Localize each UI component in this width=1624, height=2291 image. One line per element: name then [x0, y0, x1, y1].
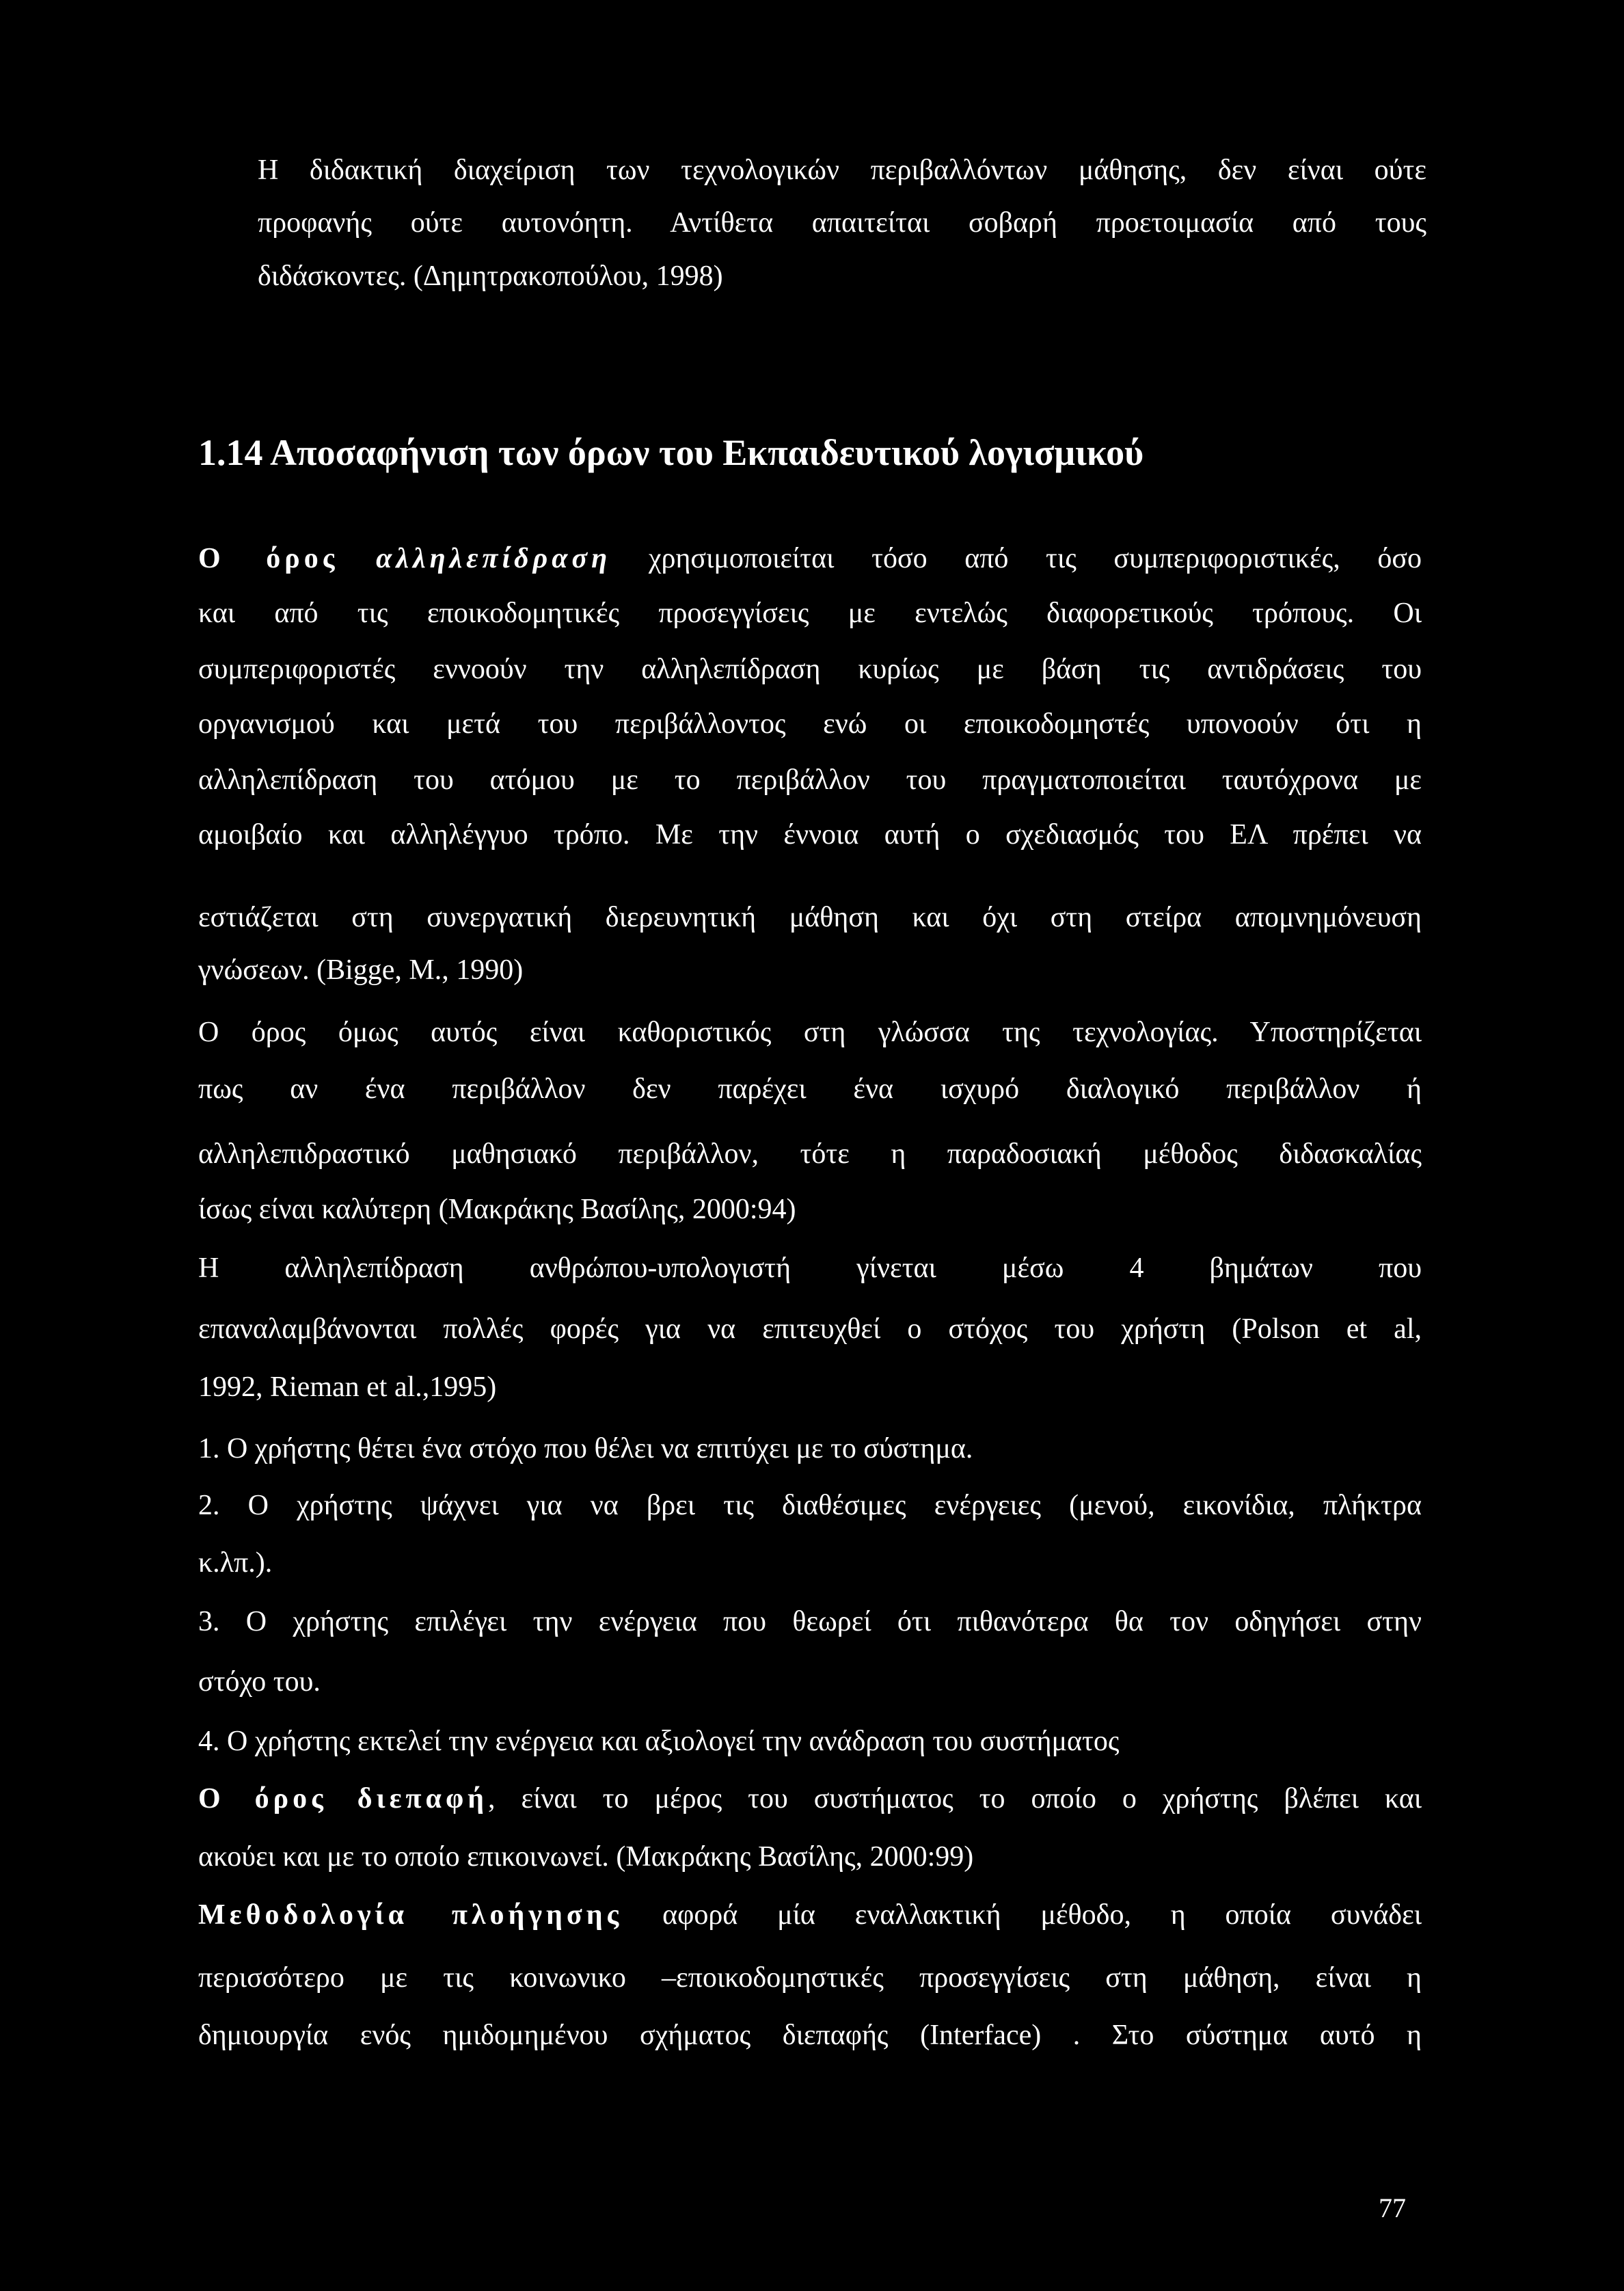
para1-line-7: εστιάζεται στη συνεργατική διερευνητική μάθηση και όχι στη στείρα απομνημόνευση [198, 902, 1422, 933]
step-4: 4. Ο χρήστης εκτελεί την ενέργεια και αξιολογεί την ανάδραση του συστήματος [198, 1726, 1120, 1757]
intro-line-1: Η διδακτική διαχείριση των τεχνολογικών περιβαλλόντων μάθησης, δεν είναι ούτε [258, 155, 1426, 186]
para1-line-8: γνώσεων. (Bigge, M., 1990) [198, 954, 524, 986]
step-2-cont: κ.λπ.). [198, 1547, 273, 1579]
para1-line-2: και από τις εποικοδομητικές προσεγγίσεις με εντελώς διαφορετικούς τρόπους. Οι [198, 598, 1422, 629]
para5-line-1 [198, 1899, 1422, 1931]
para4-line-1-rest: , είναι το μέρος του συστήματος το οποίο ο χρήστης βλέπει και [488, 1783, 1422, 1814]
page-number: 77 [1379, 2193, 1406, 2223]
intro-line-3: διδάσκοντες. (Δημητρακοπούλου, 1998) [258, 260, 723, 292]
section-heading: 1.14 Αποσαφήνιση των όρων του Εκπαιδευτικού λογισμικού [198, 432, 1144, 473]
para1-line-5: αλληλεπίδραση του ατόμου με το περιβάλλον του πραγματοποιείται ταυτόχρονα με [198, 764, 1422, 796]
para1-line-6: αμοιβαίο και αλληλέγγυο τρόπο. Με την έννοια αυτή ο σχεδιασμός του ΕΛ πρέπει να [198, 819, 1422, 850]
term-interface: Ο όρος διεπαφή [198, 1783, 489, 1814]
para1-line-4: οργανισμού και μετά του περιβάλλοντος ενώ οι εποικοδομηστές υπονοούν ότι η [198, 708, 1422, 740]
para2-line-3: αλληλεπιδραστικό μαθησιακό περιβάλλον, τότε η παραδοσιακή μέθοδος διδασκαλίας [198, 1138, 1422, 1170]
step-1: 1. Ο χρήστης θέτει ένα στόχο που θέλει να επιτύχει με το σύστημα. [198, 1433, 973, 1464]
para4-line-1 [198, 1782, 1422, 1815]
term-prefix: Ο όρος [198, 543, 339, 574]
para5-line-3: δημιουργία ενός ημιδομημένου σχήματος διεπαφής (Interface) . Στο σύστημα αυτό η [198, 2020, 1422, 2051]
para2-line-2: πως αν ένα περιβάλλον δεν παρέχει ένα ισχυρό διαλογικό περιβάλλον ή [198, 1073, 1422, 1105]
para3-line-3: 1992, Rieman et al.,1995) [198, 1371, 497, 1403]
step-3: 3. Ο χρήστης επιλέγει την ενέργεια που θεωρεί ότι πιθανότερα θα τον οδηγήσει στην [198, 1606, 1422, 1637]
para1-line-3: συμπεριφοριστές εννοούν την αλληλεπίδραση κυρίως με βάση τις αντιδράσεις του [198, 654, 1422, 685]
para3-line-1: Η αλληλεπίδραση ανθρώπου-υπολογιστή γίνεται μέσω 4 βημάτων που [198, 1252, 1422, 1284]
term-interaction: αλληλεπίδραση [376, 543, 612, 574]
para1-line-1 [198, 542, 1422, 575]
para3-line-2: επαναλαμβάνονται πολλές φορές για να επιτευχθεί ο στόχος του χρήστη (Polson et al, [198, 1313, 1422, 1345]
para2-line-1: Ο όρος όμως αυτός είναι καθοριστικός στη γλώσσα της τεχνολογίας. Υποστηρίζεται [198, 1017, 1422, 1048]
para2-line-4: ίσως είναι καλύτερη (Μακράκης Βασίλης, 2000:94) [198, 1194, 796, 1225]
para4-line-2: ακούει και με το οποίο επικοινωνεί. (Μακράκης Βασίλης, 2000:99) [198, 1841, 974, 1873]
step-2: 2. Ο χρήστης ψάχνει για να βρει τις διαθέσιμες ενέργειες (μενού, εικονίδια, πλήκτρα [198, 1490, 1422, 1521]
intro-line-2: προφανής ούτε αυτονόητη. Αντίθετα απαιτείται σοβαρή προετοιμασία από τους [258, 207, 1426, 239]
step-3-cont: στόχο του. [198, 1666, 321, 1698]
para1-line-1-rest: χρησιμοποιείται τόσο από τις συμπεριφοριστικές, όσο [648, 543, 1422, 574]
term-navigation-methodology: Μεθοδολογία πλοήγησης [198, 1899, 623, 1931]
para5-line-2: περισσότερο με τις κοινωνικο –εποικοδομηστικές προσεγγίσεις στη μάθηση, είναι η [198, 1962, 1422, 1994]
para5-line-1-rest: αφορά μία εναλλακτική μέθοδο, η οποία συνάδει [662, 1899, 1422, 1931]
